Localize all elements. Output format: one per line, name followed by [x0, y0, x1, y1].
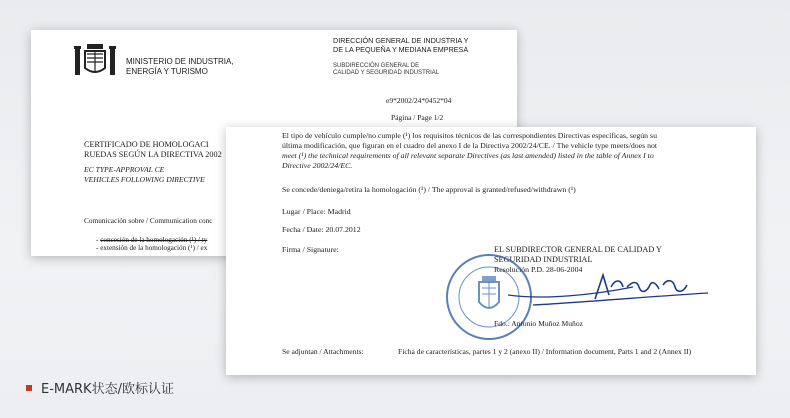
ministry-name: MINISTERIO DE INDUSTRIA, ENERGÍA Y TURISMO [126, 57, 234, 76]
bullet-square-icon [26, 385, 32, 391]
communication-line: Comunicación sobre / Communication conc [84, 216, 213, 225]
approval-line: Se concede/deniega/retira la homologación (¹) / The approval is granted/refused/withdrawn (¹) [282, 185, 576, 194]
certificate-title-en: EC TYPE-APPROVAL CE VEHICLES FOLLOWING DIRECTIVE [84, 165, 205, 184]
place-line: Lugar / Place: Madrid [282, 207, 351, 216]
coat-of-arms-icon [73, 42, 117, 80]
page-number: Página / Page 1/2 [391, 113, 444, 122]
list-item: - concesión de la homologación (¹) / ty [96, 236, 208, 244]
handwritten-signature-icon [503, 265, 713, 315]
caption [26, 378, 174, 397]
certificate-title-es: CERTIFICADO DE HOMOLOGACI RUEDAS SEGÚN LA DIRECTIVA 2002 [84, 140, 222, 159]
subdirection-name: SUBDIRECCIÓN GENERAL DE CALIDAD Y SEGURIDAD INDUSTRIAL [333, 63, 440, 76]
list-item: - extensión de la homologación (¹) / ex [96, 244, 208, 252]
signer-title: EL SUBDIRECTOR GENERAL DE CALIDAD Y SEGURIDAD INDUSTRIAL [494, 245, 662, 264]
signed-by: Fdo.: Antonio Muñoz Muñoz [494, 319, 584, 328]
resolution-line: Resolución P.D. 28-06-2004 [494, 265, 583, 274]
date-line: Fecha / Date: 20.07.2012 [282, 225, 361, 234]
caption-text: E-MARK状态/欧标认证 [41, 382, 174, 397]
attachments-value: Ficha de características, partes 1 y 2 (anexo II) / Information document, Parts 1 and 2 (Annex II) [398, 347, 692, 356]
reference-number: e9*2002/24*0452*04 [386, 96, 452, 105]
compliance-paragraph: El tipo de vehículo cumple/no cumple (¹) los requisitos técnicos de las correspondientes Directivas específicas, según su última modificación, que figuran en el cuadro del anexo I de la Directiva 2002/24/CE. / The vehicle type meets/does not meet (¹) the technical requirements of all relevant separate Directives (as last amended) listed in the table of Annex I to Directive 2002/24/EC. [282, 131, 658, 170]
direction-name: DIRECCIÓN GENERAL DE INDUSTRIA Y DE LA PEQUEÑA Y MEDIANA EMPRESA [333, 36, 469, 54]
front-certificate-page [226, 127, 756, 375]
signature-label: Firma / Signature: [282, 245, 339, 254]
attachments-label: Se adjuntan / Attachments: [282, 347, 364, 356]
